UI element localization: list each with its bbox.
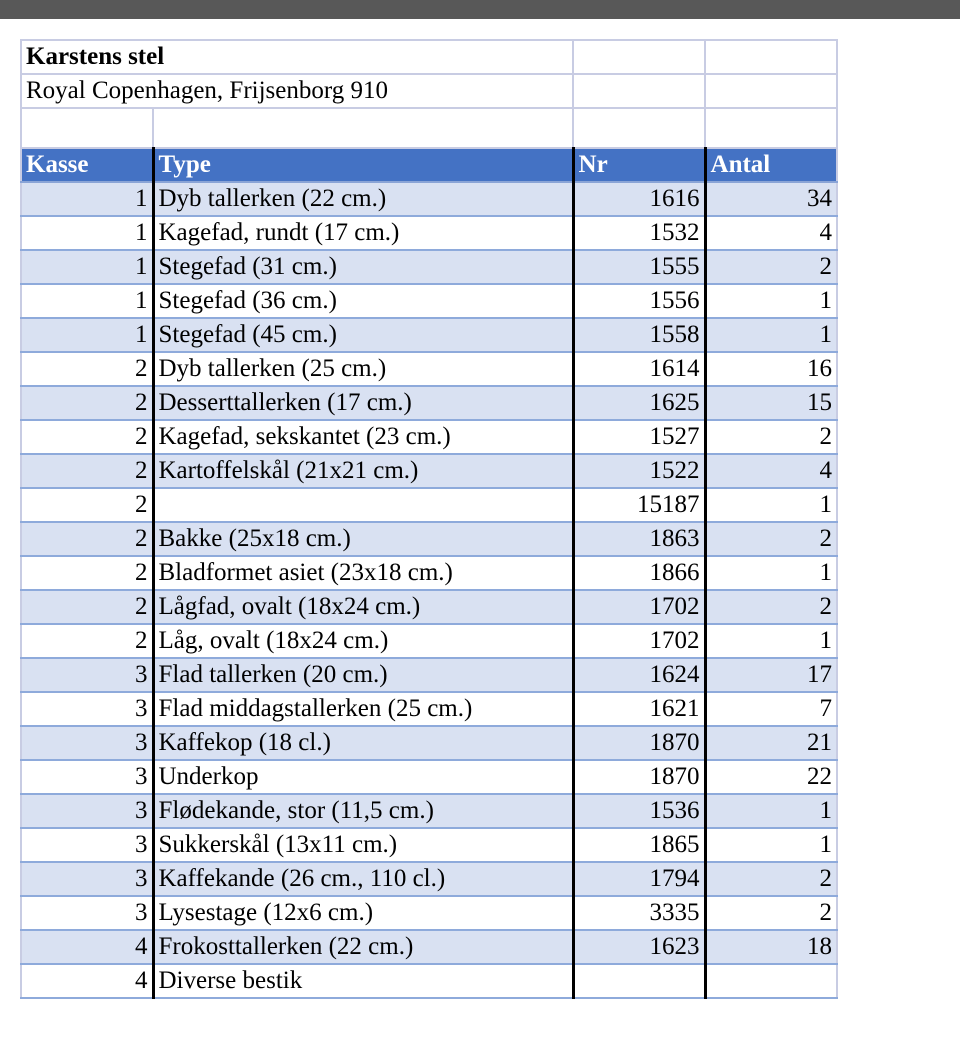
cell-nr[interactable]: 1532 [573, 216, 705, 250]
empty-cell[interactable] [21, 108, 153, 148]
table-row [21, 556, 837, 590]
cell-type[interactable]: Dyb tallerken (22 cm.) [153, 182, 573, 216]
cell-nr[interactable]: 1556 [573, 284, 705, 318]
cell-nr[interactable]: 1614 [573, 352, 705, 386]
blank-row [21, 108, 837, 148]
cell-type[interactable]: Stegefad (31 cm.) [153, 250, 573, 284]
cell-nr[interactable]: 1558 [573, 318, 705, 352]
cell-antal[interactable]: 15 [705, 386, 837, 420]
cell-type[interactable]: Lysestage (12x6 cm.) [153, 896, 573, 930]
cell-type[interactable]: Kagefad, sekskantet (23 cm.) [153, 420, 573, 454]
cell-kasse[interactable]: 3 [21, 658, 153, 692]
cell-type[interactable]: Dyb tallerken (25 cm.) [153, 352, 573, 386]
header-antal[interactable]: Antal [705, 148, 837, 182]
table-row [21, 794, 837, 828]
cell-nr[interactable]: 1555 [573, 250, 705, 284]
spreadsheet-table [20, 39, 838, 999]
cell-kasse[interactable]: 3 [21, 726, 153, 760]
table-row [21, 828, 837, 862]
cell-type[interactable]: Desserttallerken (17 cm.) [153, 386, 573, 420]
header-kasse[interactable]: Kasse [21, 148, 153, 182]
table-row [21, 964, 837, 998]
cell-nr[interactable]: 1865 [573, 828, 705, 862]
cell-antal[interactable]: 2 [705, 420, 837, 454]
cell-nr[interactable]: 1794 [573, 862, 705, 896]
cell-nr[interactable]: 1527 [573, 420, 705, 454]
cell-antal[interactable]: 1 [705, 828, 837, 862]
cell-antal[interactable]: 1 [705, 488, 837, 522]
table-row [21, 522, 837, 556]
table-row [21, 352, 837, 386]
cell-type[interactable]: Underkop [153, 760, 573, 794]
cell-type[interactable]: Sukkerskål (13x11 cm.) [153, 828, 573, 862]
cell-nr[interactable]: 1866 [573, 556, 705, 590]
cell-type[interactable]: Stegefad (36 cm.) [153, 284, 573, 318]
table-row [21, 692, 837, 726]
cell-nr[interactable] [573, 964, 705, 998]
header-type[interactable]: Type [153, 148, 573, 182]
cell-nr[interactable]: 15187 [573, 488, 705, 522]
cell-nr[interactable]: 1870 [573, 760, 705, 794]
empty-cell[interactable] [705, 74, 837, 108]
cell-type[interactable]: Frokosttallerken (22 cm.) [153, 930, 573, 964]
table-row [21, 590, 837, 624]
cell-nr[interactable]: 1623 [573, 930, 705, 964]
table-row [21, 658, 837, 692]
table-row [21, 488, 837, 522]
table-row [21, 250, 837, 284]
cell-type[interactable]: Flad tallerken (20 cm.) [153, 658, 573, 692]
cell-kasse[interactable]: 3 [21, 794, 153, 828]
cell-antal[interactable]: 7 [705, 692, 837, 726]
header-nr[interactable]: Nr [573, 148, 705, 182]
empty-cell[interactable] [153, 108, 573, 148]
cell-kasse[interactable]: 2 [21, 454, 153, 488]
cell-nr[interactable]: 3335 [573, 896, 705, 930]
cell-antal[interactable]: 2 [705, 522, 837, 556]
cell-kasse[interactable]: 1 [21, 318, 153, 352]
cell-antal[interactable]: 16 [705, 352, 837, 386]
table-row [21, 726, 837, 760]
cell-type[interactable]: Låg, ovalt (18x24 cm.) [153, 624, 573, 658]
table-row [21, 896, 837, 930]
cell-type[interactable]: Diverse bestik [153, 964, 573, 998]
cell-nr[interactable]: 1702 [573, 590, 705, 624]
cell-kasse[interactable]: 3 [21, 692, 153, 726]
cell-kasse[interactable]: 3 [21, 862, 153, 896]
cell-kasse[interactable]: 2 [21, 352, 153, 386]
cell-kasse[interactable]: 4 [21, 964, 153, 998]
table-row [21, 624, 837, 658]
subtitle-row [21, 74, 837, 108]
cell-antal[interactable]: 1 [705, 624, 837, 658]
cell-kasse[interactable]: 1 [21, 250, 153, 284]
cell-nr[interactable]: 1616 [573, 182, 705, 216]
header-row [21, 148, 837, 182]
cell-antal[interactable]: 1 [705, 556, 837, 590]
cell-kasse[interactable]: 2 [21, 556, 153, 590]
cell-kasse[interactable]: 1 [21, 182, 153, 216]
table-row [21, 930, 837, 964]
cell-kasse[interactable]: 2 [21, 488, 153, 522]
cell-nr[interactable]: 1863 [573, 522, 705, 556]
cell-type[interactable]: Kartoffelskål (21x21 cm.) [153, 454, 573, 488]
table-row [21, 182, 837, 216]
cell-kasse[interactable]: 2 [21, 522, 153, 556]
empty-cell[interactable] [573, 40, 705, 74]
cell-type[interactable]: Stegefad (45 cm.) [153, 318, 573, 352]
cell-nr[interactable]: 1536 [573, 794, 705, 828]
cell-antal[interactable]: 18 [705, 930, 837, 964]
table-row [21, 862, 837, 896]
cell-kasse[interactable]: 1 [21, 284, 153, 318]
cell-type[interactable]: Flad middagstallerken (25 cm.) [153, 692, 573, 726]
cell-nr[interactable]: 1624 [573, 658, 705, 692]
cell-antal[interactable]: 2 [705, 590, 837, 624]
cell-antal[interactable]: 4 [705, 216, 837, 250]
cell-type[interactable]: Bladformet asiet (23x18 cm.) [153, 556, 573, 590]
cell-antal[interactable]: 4 [705, 454, 837, 488]
cell-type[interactable]: Lågfad, ovalt (18x24 cm.) [153, 590, 573, 624]
cell-type[interactable]: Flødekande, stor (11,5 cm.) [153, 794, 573, 828]
cell-antal[interactable]: 1 [705, 318, 837, 352]
cell-antal[interactable]: 1 [705, 284, 837, 318]
cell-nr[interactable]: 1625 [573, 386, 705, 420]
table-row [21, 216, 837, 250]
cell-antal[interactable]: 34 [705, 182, 837, 216]
cell-kasse[interactable]: 2 [21, 386, 153, 420]
window-top-bar [0, 0, 960, 19]
cell-type[interactable]: Kagefad, rundt (17 cm.) [153, 216, 573, 250]
cell-kasse[interactable]: 3 [21, 896, 153, 930]
cell-antal[interactable]: 22 [705, 760, 837, 794]
empty-cell[interactable] [573, 74, 705, 108]
cell-type[interactable] [153, 488, 573, 522]
cell-antal[interactable]: 2 [705, 862, 837, 896]
cell-kasse[interactable]: 2 [21, 420, 153, 454]
cell-antal[interactable]: 1 [705, 794, 837, 828]
table-row [21, 284, 837, 318]
cell-antal[interactable]: 21 [705, 726, 837, 760]
cell-nr[interactable]: 1702 [573, 624, 705, 658]
cell-nr[interactable]: 1522 [573, 454, 705, 488]
empty-cell[interactable] [573, 108, 705, 148]
cell-nr[interactable]: 1621 [573, 692, 705, 726]
cell-antal[interactable]: 2 [705, 896, 837, 930]
empty-cell[interactable] [705, 108, 837, 148]
table-row [21, 454, 837, 488]
cell-kasse[interactable]: 4 [21, 930, 153, 964]
cell-type[interactable]: Kaffekande (26 cm., 110 cl.) [153, 862, 573, 896]
title-row [21, 40, 837, 74]
cell-kasse[interactable]: 2 [21, 590, 153, 624]
sheet-subtitle[interactable]: Royal Copenhagen, Frijsenborg 910 [21, 74, 573, 108]
cell-nr[interactable]: 1870 [573, 726, 705, 760]
sheet-title[interactable]: Karstens stel [21, 40, 573, 74]
cell-kasse[interactable]: 3 [21, 828, 153, 862]
cell-kasse[interactable]: 2 [21, 624, 153, 658]
table-row [21, 386, 837, 420]
cell-type[interactable]: Bakke (25x18 cm.) [153, 522, 573, 556]
cell-kasse[interactable]: 3 [21, 760, 153, 794]
empty-cell[interactable] [705, 40, 837, 74]
cell-kasse[interactable]: 1 [21, 216, 153, 250]
cell-type[interactable]: Kaffekop (18 cl.) [153, 726, 573, 760]
table-row [21, 760, 837, 794]
cell-antal[interactable]: 2 [705, 250, 837, 284]
cell-antal[interactable] [705, 964, 837, 998]
table-row [21, 420, 837, 454]
table-row [21, 318, 837, 352]
cell-antal[interactable]: 17 [705, 658, 837, 692]
